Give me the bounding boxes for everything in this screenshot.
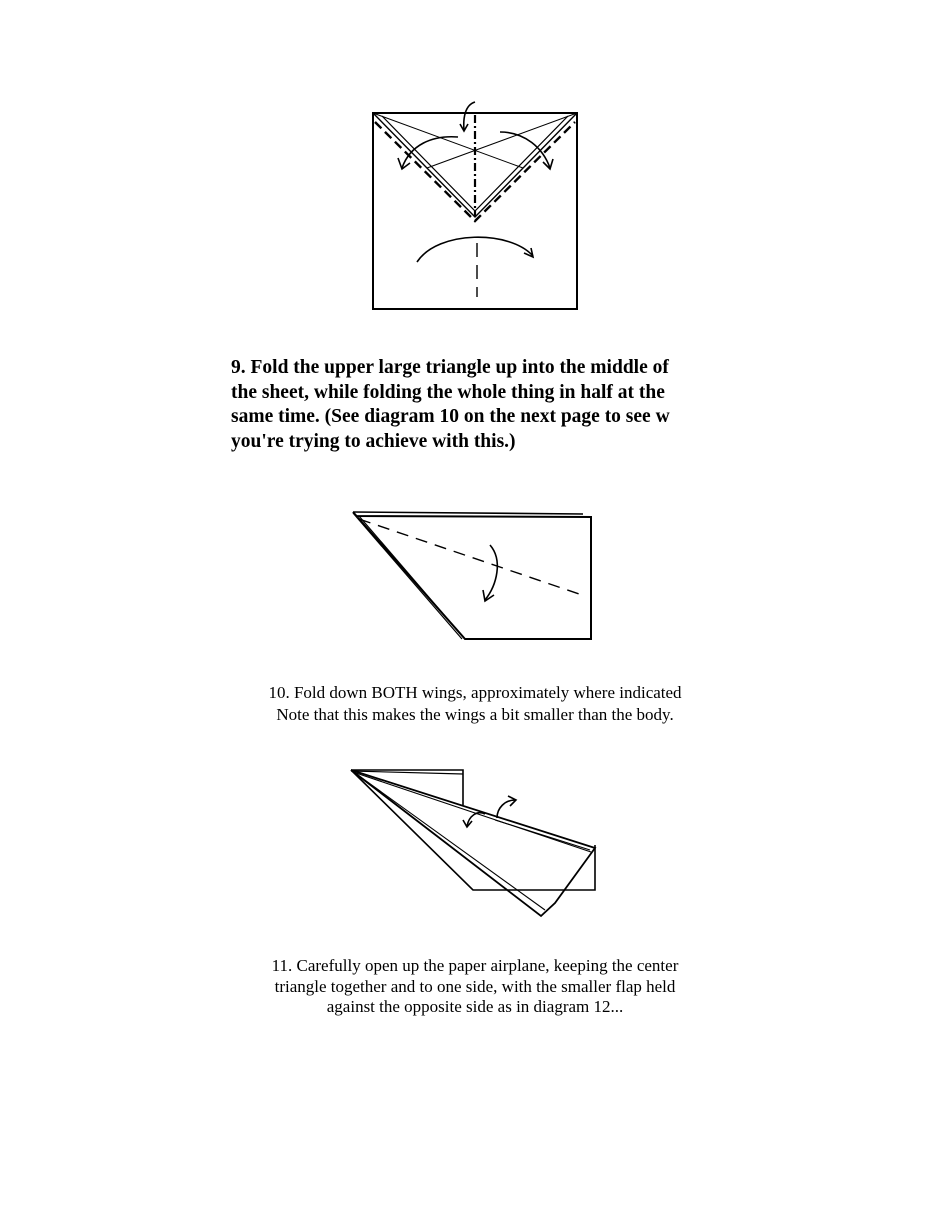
fold-arrow <box>485 545 497 600</box>
body-lower-edge <box>353 513 462 639</box>
wing-crease <box>353 772 591 852</box>
step-11-instruction: 11. Carefully open up the paper airplane, keeping the center triangle together and to one side, with the smaller flap held against the opposite side as in diagram 12... <box>271 956 679 1016</box>
fold-arrow-bottom <box>417 237 533 262</box>
body-edge <box>351 771 463 774</box>
body-back-edge <box>353 512 583 514</box>
step-9-instruction: 9. Fold the upper large triangle up into the middle of the sheet, while folding the whole thing in half at the same time. (See diagram 10 on the next page to see w you're trying to achieve with this.) <box>231 357 670 452</box>
step-10-instruction: 10. Fold down BOTH wings, approximately where indicated Note that this makes the wings a bit smaller than the body. <box>268 683 682 724</box>
wing-outline <box>351 770 595 916</box>
diagram-step-10 <box>345 505 600 650</box>
body-bottom <box>351 770 595 890</box>
crease-line <box>373 113 523 168</box>
body-outline <box>353 512 591 639</box>
wing-crease <box>495 820 590 850</box>
wing-crease <box>355 773 545 910</box>
crease-line <box>427 113 577 168</box>
body-inner-edge <box>359 516 463 637</box>
diagram-step-9 <box>360 90 590 320</box>
diagram-step-11 <box>345 760 605 925</box>
fold-arrow-top <box>464 102 475 130</box>
